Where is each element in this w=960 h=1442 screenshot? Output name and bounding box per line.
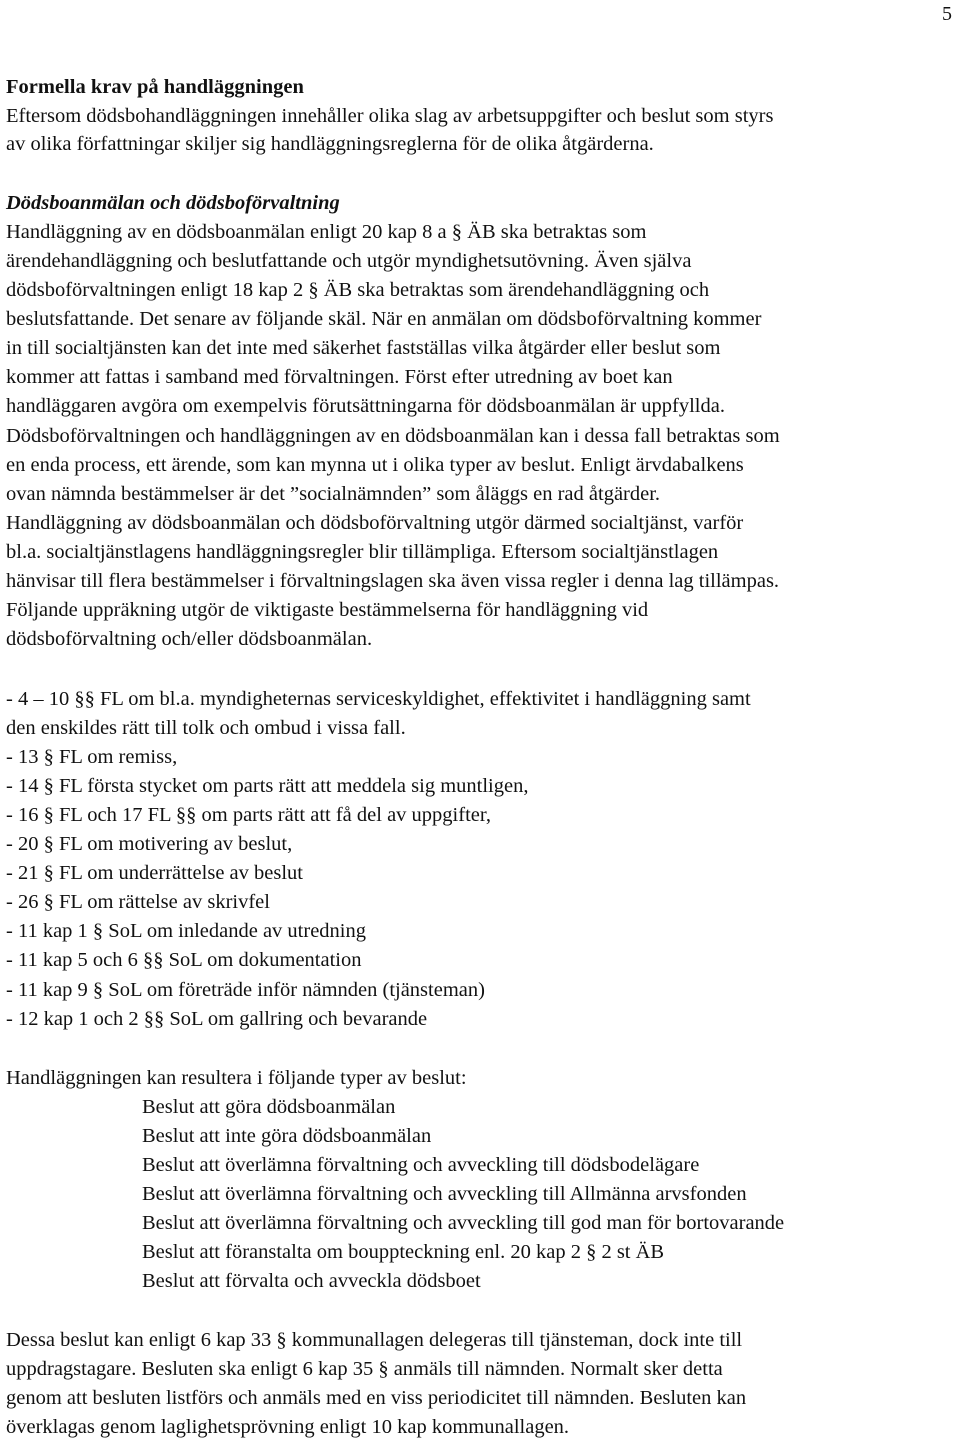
paragraph-line: Eftersom dödsbohandläggningen innehåller olika slag av arbetsuppgifter och beslut som styrs	[6, 105, 774, 127]
paragraph-line: Dessa beslut kan enligt 6 kap 33 § kommunallagen delegeras till tjänsteman, dock inte till	[6, 1329, 743, 1351]
paragraph-line: in till socialtjänsten kan det inte med säkerhet fastställas vilka åtgärder eller beslut som	[6, 337, 721, 359]
page-number: 5	[942, 3, 952, 25]
decision-item: Beslut att inte göra dödsboanmälan	[142, 1125, 432, 1147]
paragraph-line: kommer att fattas i samband med förvaltningen. Först efter utredning av boet kan	[6, 366, 673, 388]
paragraph-line: bl.a. socialtjänstlagens handläggningsregler blir tillämpliga. Eftersom socialtjänstlagen	[6, 541, 719, 563]
decision-item: Beslut att överlämna förvaltning och avveckling till dödsbodelägare	[142, 1154, 700, 1176]
list-item: - 11 kap 9 § SoL om företräde inför nämnden (tjänsteman)	[6, 979, 485, 1001]
list-item: den enskildes rätt till tolk och ombud i vissa fall.	[6, 717, 406, 739]
decision-item: Beslut att göra dödsboanmälan	[142, 1096, 396, 1118]
list-item: - 12 kap 1 och 2 §§ SoL om gallring och bevarande	[6, 1008, 428, 1030]
paragraph-line: ovan nämnda bestämmelser är det ”socialnämnden” som åläggs en rad åtgärder.	[6, 483, 661, 505]
paragraph-line: en enda process, ett ärende, som kan mynna ut i olika typer av beslut. Enligt ärvdabalkens	[6, 454, 744, 476]
decision-item: Beslut att förvalta och avveckla dödsboet	[142, 1270, 481, 1292]
paragraph-line: hänvisar till flera bestämmelser i förvaltningslagen ska även vissa regler i denna lag tillämpas.	[6, 570, 780, 592]
paragraph-line: Handläggning av en dödsboanmälan enligt 20 kap 8 a § ÄB ska betraktas som	[6, 221, 647, 243]
list-item: - 21 § FL om underrättelse av beslut	[6, 862, 303, 884]
decision-item: Beslut att överlämna förvaltning och avveckling till god man för bortovarande	[142, 1212, 785, 1234]
paragraph-line: överklagas genom laglighetsprövning enligt 10 kap kommunallagen.	[6, 1416, 570, 1438]
paragraph-line: Handläggning av dödsboanmälan och dödsboförvaltning utgör därmed socialtjänst, varför	[6, 512, 744, 534]
decision-item: Beslut att föranstalta om bouppteckning enl. 20 kap 2 § 2 st ÄB	[142, 1241, 665, 1263]
paragraph-line: Dödsboförvaltningen och handläggningen av en dödsboanmälan kan i dessa fall betraktas som	[6, 425, 780, 447]
decision-item: Beslut att överlämna förvaltning och avveckling till Allmänna arvsfonden	[142, 1183, 747, 1205]
list-item: - 26 § FL om rättelse av skrivfel	[6, 891, 270, 913]
list-item: - 20 § FL om motivering av beslut,	[6, 833, 293, 855]
list-item: - 16 § FL och 17 FL §§ om parts rätt att få del av uppgifter,	[6, 804, 491, 826]
paragraph-line: genom att besluten listförs och anmäls med en viss periodicitet till nämnden. Besluten kan	[6, 1387, 747, 1409]
subsection-heading: Dödsboanmälan och dödsboförvaltning	[6, 192, 340, 214]
paragraph-line: dödsboförvaltningen enligt 18 kap 2 § ÄB ska betraktas som ärendehandläggning och	[6, 279, 710, 301]
paragraph-line: beslutsfattande. Det senare av följande skäl. När en anmälan om dödsboförvaltning kommer	[6, 308, 762, 330]
decisions-intro: Handläggningen kan resultera i följande typer av beslut:	[6, 1067, 467, 1089]
paragraph-line: Följande uppräkning utgör de viktigaste bestämmelserna för handläggning vid	[6, 599, 649, 621]
section-heading: Formella krav på handläggningen	[6, 76, 304, 98]
paragraph-line: uppdragstagare. Besluten ska enligt 6 kap 35 § anmäls till nämnden. Normalt sker detta	[6, 1358, 723, 1380]
list-item: - 14 § FL första stycket om parts rätt att meddela sig muntligen,	[6, 775, 529, 797]
paragraph-line: dödsboförvaltning och/eller dödsboanmälan.	[6, 628, 373, 650]
list-item: - 11 kap 5 och 6 §§ SoL om dokumentation	[6, 949, 362, 971]
paragraph-line: ärendehandläggning och beslutfattande och utgör myndighetsutövning. Även själva	[6, 250, 692, 272]
list-item: - 4 – 10 §§ FL om bl.a. myndigheternas serviceskyldighet, effektivitet i handläggning samt	[6, 688, 751, 710]
list-item: - 13 § FL om remiss,	[6, 746, 178, 768]
list-item: - 11 kap 1 § SoL om inledande av utredning	[6, 920, 367, 942]
paragraph-line: handläggaren avgöra om exempelvis förutsättningarna för dödsboanmälan är uppfyllda.	[6, 395, 725, 417]
paragraph-line: av olika författningar skiljer sig handläggningsreglerna för de olika åtgärderna.	[6, 133, 654, 155]
